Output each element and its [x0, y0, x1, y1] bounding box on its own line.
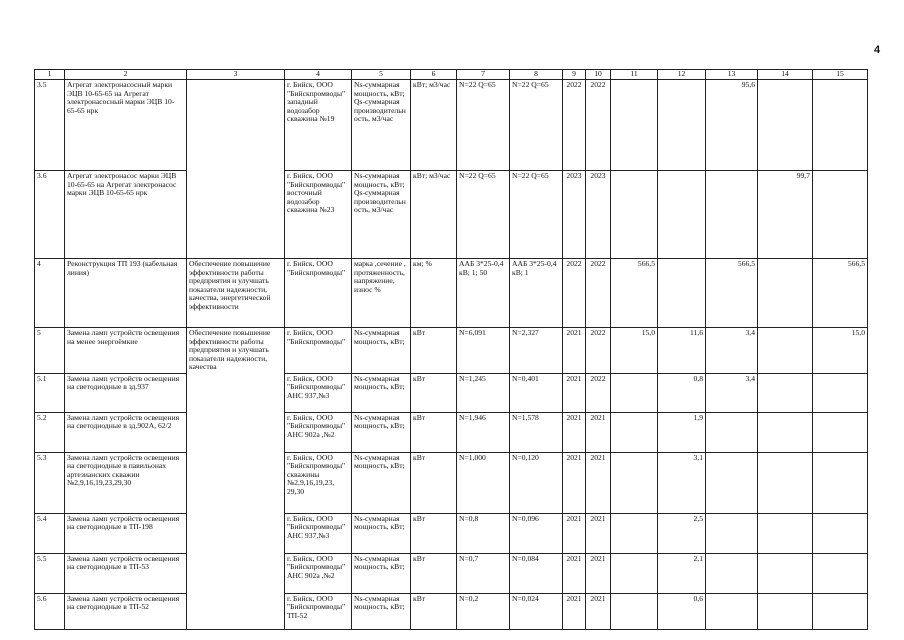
end-year: 2021	[586, 412, 611, 452]
value-after: N=1,578	[510, 412, 563, 452]
col14-value	[758, 80, 813, 171]
purpose-cell	[187, 80, 285, 171]
location-cell: г. Бийск, ООО "Бийскпромводы" восточный водозабор скважина №23	[285, 171, 352, 259]
col13-value	[706, 412, 758, 452]
col11-value	[611, 412, 658, 452]
col11-value	[611, 171, 658, 259]
row-number: 5.5	[35, 553, 65, 593]
indicator-cell: Ns-суммарная мощность, кВт;	[352, 452, 411, 513]
end-year: 2022	[586, 373, 611, 412]
col12-value: 2,1	[658, 553, 706, 593]
col15-value	[813, 80, 868, 171]
column-number: 8	[510, 70, 563, 80]
unit-cell: км; %	[411, 259, 457, 328]
value-before: N=1,946	[457, 412, 510, 452]
measure-name: Агрегат электронасосный марки ЭЦВ 10-65-65 на Агрегат электронасосный марки ЭЦВ 10-65-65 нрк	[65, 80, 187, 171]
column-number: 12	[658, 70, 706, 80]
value-before: N=1,000	[457, 452, 510, 513]
column-number: 3	[187, 70, 285, 80]
purpose-cell: Обеспечение повышение эффективности работы предприятия и улучшать показатели надежности, качества	[187, 328, 285, 374]
value-before: N=0,7	[457, 553, 510, 593]
col15-value	[813, 452, 868, 513]
purpose-cell	[187, 513, 285, 553]
measure-name: Реконструкция ТП 193 (кабельная линия)	[65, 259, 187, 328]
column-number: 13	[706, 70, 758, 80]
table-row	[35, 259, 868, 328]
col15-value	[813, 171, 868, 259]
start-year: 2021	[563, 553, 586, 593]
col11-value: 15,0	[611, 328, 658, 374]
col12-value: 11,6	[658, 328, 706, 374]
unit-cell: кВт; м3/час	[411, 80, 457, 171]
col15-value	[813, 373, 868, 412]
value-after: N=0,024	[510, 593, 563, 629]
table-row	[35, 452, 868, 513]
column-number: 10	[586, 70, 611, 80]
value-after: ААБ 3*25-0,4 кВ; 1	[510, 259, 563, 328]
unit-cell: кВт	[411, 328, 457, 374]
location-cell: г. Бийск, ООО "Бийскпромводы"	[285, 259, 352, 328]
col15-value	[813, 553, 868, 593]
indicator-cell: марка ,сечение , протяженность, напряжение, износ %	[352, 259, 411, 328]
start-year: 2021	[563, 452, 586, 513]
col13-value: 3,4	[706, 373, 758, 412]
value-after: N=0,120	[510, 452, 563, 513]
col11-value	[611, 553, 658, 593]
column-number: 14	[758, 70, 813, 80]
row-number: 3.5	[35, 80, 65, 171]
table-row	[35, 593, 868, 629]
indicator-cell: Ns-суммарная мощность, кВт;	[352, 373, 411, 412]
col11-value	[611, 373, 658, 412]
col12-value: 2,5	[658, 513, 706, 553]
col13-value: 95,6	[706, 80, 758, 171]
end-year: 2021	[586, 513, 611, 553]
value-after: N=22 Q=65	[510, 80, 563, 171]
end-year: 2021	[586, 553, 611, 593]
location-cell: г. Бийск, ООО "Бийскпромводы" скважины №2,9,16,19,23, 29,30	[285, 452, 352, 513]
purpose-cell	[187, 171, 285, 259]
measure-name: Замена ламп устройств освещения на светодиодные в ТП-198	[65, 513, 187, 553]
unit-cell: кВт	[411, 412, 457, 452]
start-year: 2021	[563, 328, 586, 374]
col12-value	[658, 80, 706, 171]
purpose-cell	[187, 452, 285, 513]
row-number: 5.2	[35, 412, 65, 452]
value-before: N=22 Q=65	[457, 80, 510, 171]
column-number-row	[35, 70, 868, 80]
unit-cell: кВт	[411, 553, 457, 593]
measures-table	[34, 69, 868, 630]
column-number: 9	[563, 70, 586, 80]
column-number: 11	[611, 70, 658, 80]
row-number: 5.3	[35, 452, 65, 513]
measure-name: Замена ламп устройств освещения на светодиодные в ТП-52	[65, 593, 187, 629]
col14-value	[758, 553, 813, 593]
indicator-cell: Ns-суммарная мощность, кВт;	[352, 328, 411, 374]
row-number: 5.6	[35, 593, 65, 629]
end-year: 2022	[586, 328, 611, 374]
value-after: N=0,084	[510, 553, 563, 593]
start-year: 2021	[563, 513, 586, 553]
col14-value	[758, 412, 813, 452]
location-cell: г. Бийск, ООО "Бийскпромводы"	[285, 328, 352, 374]
purpose-cell	[187, 553, 285, 593]
table-row	[35, 328, 868, 374]
table-row	[35, 412, 868, 452]
row-number: 4	[35, 259, 65, 328]
col13-value: 566,5	[706, 259, 758, 328]
measure-name: Замена ламп устройств освещения на светодиодные в ТП-53	[65, 553, 187, 593]
col12-value: 3,1	[658, 452, 706, 513]
col14-value	[758, 593, 813, 629]
col15-value	[813, 412, 868, 452]
column-number: 4	[285, 70, 352, 80]
purpose-cell	[187, 593, 285, 629]
end-year: 2023	[586, 171, 611, 259]
measure-name: Замена ламп устройств освещения на светодиодные в зд.937	[65, 373, 187, 412]
value-after: N=0,401	[510, 373, 563, 412]
start-year: 2022	[563, 80, 586, 171]
end-year: 2022	[586, 259, 611, 328]
table-row	[35, 513, 868, 553]
value-before: N=22 Q=65	[457, 171, 510, 259]
col14-value	[758, 452, 813, 513]
table-row	[35, 553, 868, 593]
value-after: N=0,096	[510, 513, 563, 553]
location-cell: г. Бийск, ООО "Бийскпромводы" ТП-52	[285, 593, 352, 629]
indicator-cell: Ns-суммарная мощность, кВт; Qs-суммарная производительность, м3/час	[352, 171, 411, 259]
purpose-cell: Обеспечение повышение эффективности работы предприятия и улучшать показатели надежности, качества, энергетической эффективности	[187, 259, 285, 328]
col13-value	[706, 513, 758, 553]
start-year: 2021	[563, 412, 586, 452]
col14-value	[758, 259, 813, 328]
value-after: N=2,327	[510, 328, 563, 374]
col12-value: 0,6	[658, 593, 706, 629]
col13-value	[706, 593, 758, 629]
col12-value	[658, 259, 706, 328]
col13-value: 3,4	[706, 328, 758, 374]
value-after: N=22 Q=65	[510, 171, 563, 259]
col11-value	[611, 80, 658, 171]
end-year: 2021	[586, 452, 611, 513]
indicator-cell: Ns-суммарная мощность, кВт; Qs-суммарная производительность, м3/час	[352, 80, 411, 171]
start-year: 2021	[563, 593, 586, 629]
value-before: N=1,245	[457, 373, 510, 412]
row-number: 3.6	[35, 171, 65, 259]
col15-value	[813, 593, 868, 629]
col14-value	[758, 373, 813, 412]
measure-name: Замена ламп устройств освещения на светодиодные в павильонах артезианских скважин №2,9,16,19,23,29,30	[65, 452, 187, 513]
start-year: 2022	[563, 259, 586, 328]
location-cell: г. Бийск, ООО "Бийскпромводы" АНС 902а ,№2	[285, 412, 352, 452]
col12-value: 0,8	[658, 373, 706, 412]
column-number: 15	[813, 70, 868, 80]
column-number: 2	[65, 70, 187, 80]
location-cell: г. Бийск, ООО "Бийскпромводы" АНС 902а ,№2	[285, 553, 352, 593]
value-before: N=6,091	[457, 328, 510, 374]
col15-value: 15,0	[813, 328, 868, 374]
purpose-cell	[187, 373, 285, 412]
col14-value	[758, 328, 813, 374]
value-before: ААБ 3*25-0,4 кВ; 1; 50	[457, 259, 510, 328]
col13-value	[706, 553, 758, 593]
unit-cell: кВт	[411, 373, 457, 412]
indicator-cell: Ns-суммарная мощность, кВт;	[352, 412, 411, 452]
col11-value	[611, 452, 658, 513]
page-number: 4	[874, 44, 881, 56]
col12-value: 1,9	[658, 412, 706, 452]
unit-cell: кВт	[411, 452, 457, 513]
col12-value	[658, 171, 706, 259]
indicator-cell: Ns-суммарная мощность, кВт;	[352, 553, 411, 593]
col11-value	[611, 513, 658, 553]
column-number: 5	[352, 70, 411, 80]
measure-name: Агрегат электронасос марки ЭЦВ 10-65-65 на Агрегат электронасос марки ЭЦВ 10-65-65 нрк	[65, 171, 187, 259]
value-before: N=0,8	[457, 513, 510, 553]
column-number: 6	[411, 70, 457, 80]
col13-value	[706, 171, 758, 259]
col11-value: 566,5	[611, 259, 658, 328]
location-cell: г. Бийск, ООО "Бийскпромводы" западный водозабор скважина №19	[285, 80, 352, 171]
unit-cell: кВт	[411, 593, 457, 629]
measure-name: Замена ламп устройств освещения на светодиодные в зд.902А, 62/2	[65, 412, 187, 452]
col13-value	[706, 452, 758, 513]
row-number: 5.1	[35, 373, 65, 412]
indicator-cell: Ns-суммарная мощность, кВт;	[352, 513, 411, 553]
col14-value	[758, 513, 813, 553]
table-row	[35, 373, 868, 412]
purpose-cell	[187, 412, 285, 452]
col11-value	[611, 593, 658, 629]
location-cell: г. Бийск, ООО "Бийскпромводы" АНС 937,№3	[285, 513, 352, 553]
col14-value: 99,7	[758, 171, 813, 259]
start-year: 2021	[563, 373, 586, 412]
table-row	[35, 80, 868, 171]
row-number: 5.4	[35, 513, 65, 553]
measure-name: Замена ламп устройств освещения на менее энергоёмкие	[65, 328, 187, 374]
value-before: N=0,2	[457, 593, 510, 629]
col15-value: 566,5	[813, 259, 868, 328]
indicator-cell: Ns-суммарная мощность, кВт;	[352, 593, 411, 629]
end-year: 2022	[586, 80, 611, 171]
location-cell: г. Бийск, ООО "Бийскпромводы" АНС 937,№3	[285, 373, 352, 412]
start-year: 2023	[563, 171, 586, 259]
unit-cell: кВт	[411, 513, 457, 553]
end-year: 2021	[586, 593, 611, 629]
col15-value	[813, 513, 868, 553]
unit-cell: кВт; м3/час	[411, 171, 457, 259]
row-number: 5	[35, 328, 65, 374]
table-row	[35, 171, 868, 259]
column-number: 1	[35, 70, 65, 80]
column-number: 7	[457, 70, 510, 80]
